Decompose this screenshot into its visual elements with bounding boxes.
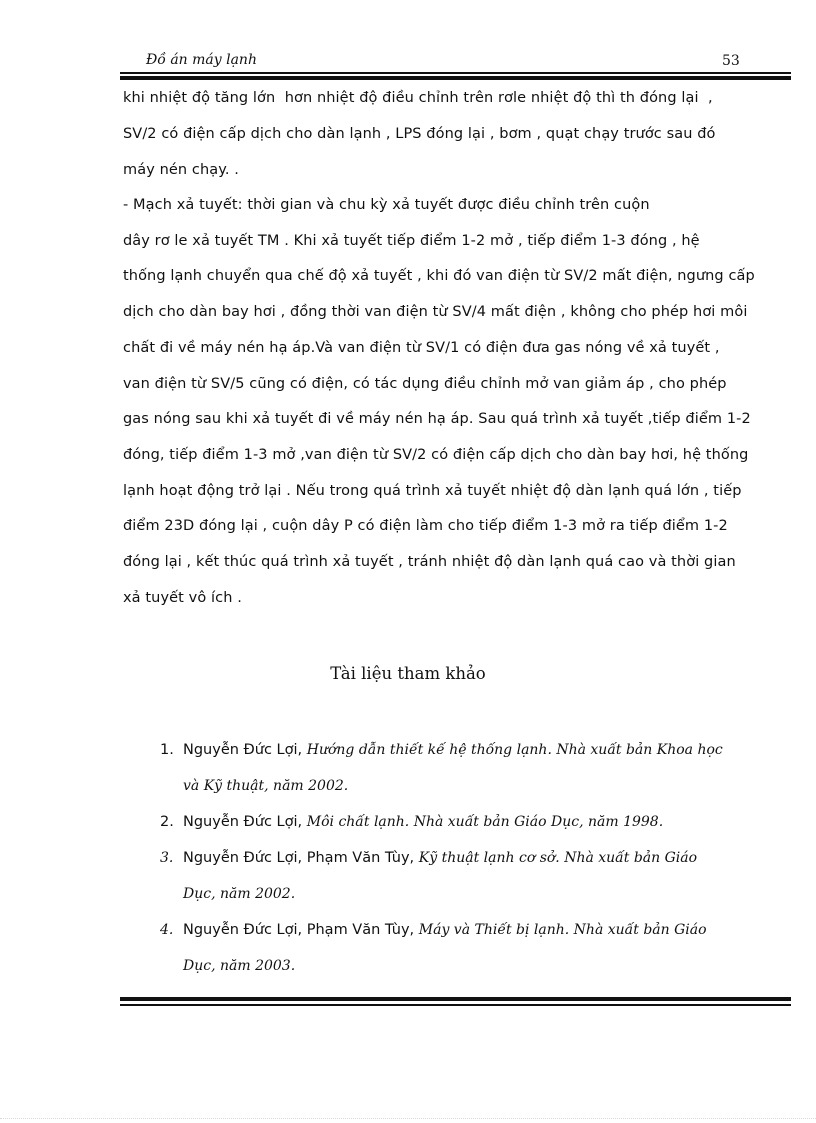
references-heading: Tài liệu tham khảo: [330, 664, 486, 683]
page-number: 53: [722, 53, 740, 69]
reference-line-continued: Dục, năm 2002.: [183, 886, 296, 902]
reference-line: [183, 814, 663, 830]
body-line: SV/2 có điện cấp dịch cho dàn lạnh , LPS đóng lại , bơm , quạt chạy trước sau đó: [123, 126, 716, 142]
reference-authors: Nguyễn Đức Lợi,: [183, 814, 307, 830]
body-line: khi nhiệt độ tăng lớn hơn nhiệt độ điều chỉnh trên rơle nhiệt độ thì th đóng lại ,: [123, 90, 713, 106]
body-line: đóng, tiếp điểm 1-3 mở ,van điện từ SV/2 có điện cấp dịch cho dàn bay hơi, hệ thống: [123, 447, 749, 463]
body-line: van điện từ SV/5 cũng có điện, có tác dụng điều chỉnh mở van giảm áp , cho phép: [123, 376, 727, 392]
reference-title: Hướng dẫn thiết kế hệ thống lạnh. Nhà xuất bản Khoa học: [306, 742, 723, 758]
body-line: dịch cho dàn bay hơi , đồng thời van điện từ SV/4 mất điện , không cho phép hơi môi: [123, 304, 748, 320]
page-bottom-dotted-border: [0, 1118, 816, 1120]
reference-title: Môi chất lạnh. Nhà xuất bản Giáo Dục, năm 1998.: [306, 814, 664, 830]
reference-authors: Nguyễn Đức Lợi, Phạm Văn Tùy,: [183, 922, 419, 938]
reference-line: [183, 850, 697, 866]
reference-line: [183, 922, 707, 938]
header-rule-thin: [120, 72, 791, 74]
body-line: xả tuyết vô ích .: [123, 590, 242, 606]
reference-title: Kỹ thuật lạnh cơ sở. Nhà xuất bản Giáo: [418, 850, 698, 866]
body-line: chất đi về máy nén hạ áp.Và van điện từ SV/1 có điện đưa gas nóng về xả tuyết ,: [123, 340, 720, 356]
body-line: đóng lại , kết thúc quá trình xả tuyết , tránh nhiệt độ dàn lạnh quá cao và thời gian: [123, 554, 736, 570]
body-line: điểm 23D đóng lại , cuộn dây P có điện làm cho tiếp điểm 1-3 mở ra tiếp điểm 1-2: [123, 518, 728, 534]
reference-line-continued: Dục, năm 2003.: [183, 958, 296, 974]
body-line: dây rơ le xả tuyết TM . Khi xả tuyết tiếp điểm 1-2 mở , tiếp điểm 1-3 đóng , hệ: [123, 233, 700, 249]
body-line: máy nén chạy. .: [123, 162, 239, 178]
body-line: thống lạnh chuyển qua chế độ xả tuyết , khi đó van điện từ SV/2 mất điện, ngưng cấp: [123, 268, 755, 284]
reference-line-continued: và Kỹ thuật, năm 2002.: [183, 778, 349, 794]
reference-number: 3.: [160, 850, 174, 866]
reference-number: 1.: [160, 742, 174, 758]
body-line: lạnh hoạt động trở lại . Nếu trong quá trình xả tuyết nhiệt độ dàn lạnh quá lớn , tiếp: [123, 483, 742, 499]
reference-title: Máy và Thiết bị lạnh. Nhà xuất bản Giáo: [418, 922, 707, 938]
body-line: - Mạch xả tuyết: thời gian và chu kỳ xả tuyết được điều chỉnh trên cuộn: [123, 197, 650, 213]
reference-authors: Nguyễn Đức Lợi,: [183, 742, 307, 758]
reference-number: 4.: [160, 922, 174, 938]
footer-rule-thick: [120, 997, 791, 1001]
reference-number: 2.: [160, 814, 174, 830]
header-rule-thick: [120, 76, 791, 80]
running-header-title: Đồ án máy lạnh: [146, 52, 257, 68]
reference-line: [183, 742, 723, 758]
footer-rule-thin: [120, 1004, 791, 1006]
reference-authors: Nguyễn Đức Lợi, Phạm Văn Tùy,: [183, 850, 419, 866]
body-line: gas nóng sau khi xả tuyết đi về máy nén hạ áp. Sau quá trình xả tuyết ,tiếp điểm 1-2: [123, 411, 751, 427]
